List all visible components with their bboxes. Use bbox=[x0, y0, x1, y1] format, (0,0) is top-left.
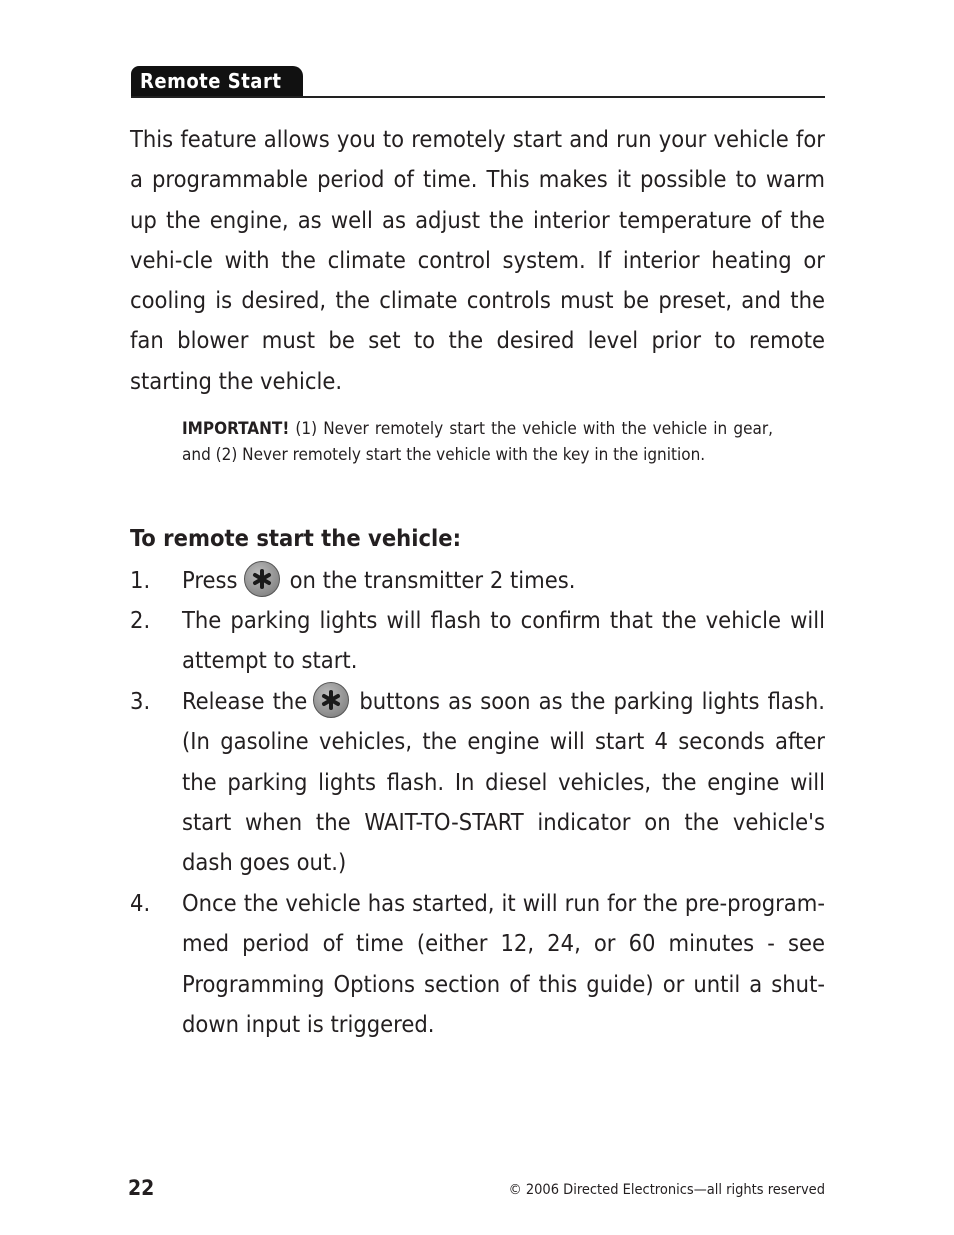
step-3 bbox=[130, 681, 825, 882]
step-number: 3. bbox=[130, 687, 151, 715]
step-text: The parking lights will flash to confirm that the vehicle will attempt to start. bbox=[182, 606, 825, 675]
step-2 bbox=[130, 600, 825, 681]
section-divider bbox=[131, 96, 825, 98]
step-text: on the transmitter 2 times. bbox=[289, 566, 576, 594]
step-number: 2. bbox=[130, 606, 151, 634]
section-tab bbox=[131, 66, 303, 96]
intro-paragraph: This feature allows you to remotely start and run your vehicle for a programmable period of time. This makes it possible to warm up the engine, as well as adjust the interior temperature of the vehi-cle with the climate control system. If interior heating or cooling is desired, the climate controls must be preset, and the fan blower must be set to the desired level prior to remote starting the vehicle. bbox=[130, 125, 825, 395]
asterisk-button-icon bbox=[244, 561, 280, 597]
important-label: IMPORTANT! bbox=[182, 419, 290, 439]
step-number: 4. bbox=[130, 889, 151, 917]
step-text: Once the vehicle has started, it will run for the pre-program-med period of time (either 12, 24, or 60 minutes - see Programming Options section of this guide) or until a shut-down input is triggered. bbox=[182, 889, 825, 1038]
step-1 bbox=[130, 560, 825, 600]
important-note bbox=[182, 416, 773, 468]
copyright-notice: © 2006 Directed Electronics—all rights reserved bbox=[508, 1182, 825, 1198]
important-text: (1) Never remotely start the vehicle with the vehicle in gear, and (2) Never remotely start the vehicle with the key in the ignition. bbox=[182, 419, 773, 465]
step-text: Release the bbox=[182, 687, 308, 715]
section-title: Remote Start bbox=[140, 69, 282, 93]
asterisk-button-icon bbox=[313, 682, 349, 718]
step-text: Press bbox=[182, 566, 238, 594]
step-number: 1. bbox=[130, 566, 151, 594]
page-number: 22 bbox=[128, 1176, 155, 1200]
step-text: buttons as soon as the parking lights flash. (In gasoline vehicles, the engine will start 4 seconds after the parking lights flash. In diesel vehicles, the engine will start when the WAIT-TO-START indicator on the vehicle's dash goes out.) bbox=[182, 687, 825, 877]
step-4 bbox=[130, 883, 825, 1044]
instructions-heading: To remote start the vehicle: bbox=[130, 524, 462, 552]
